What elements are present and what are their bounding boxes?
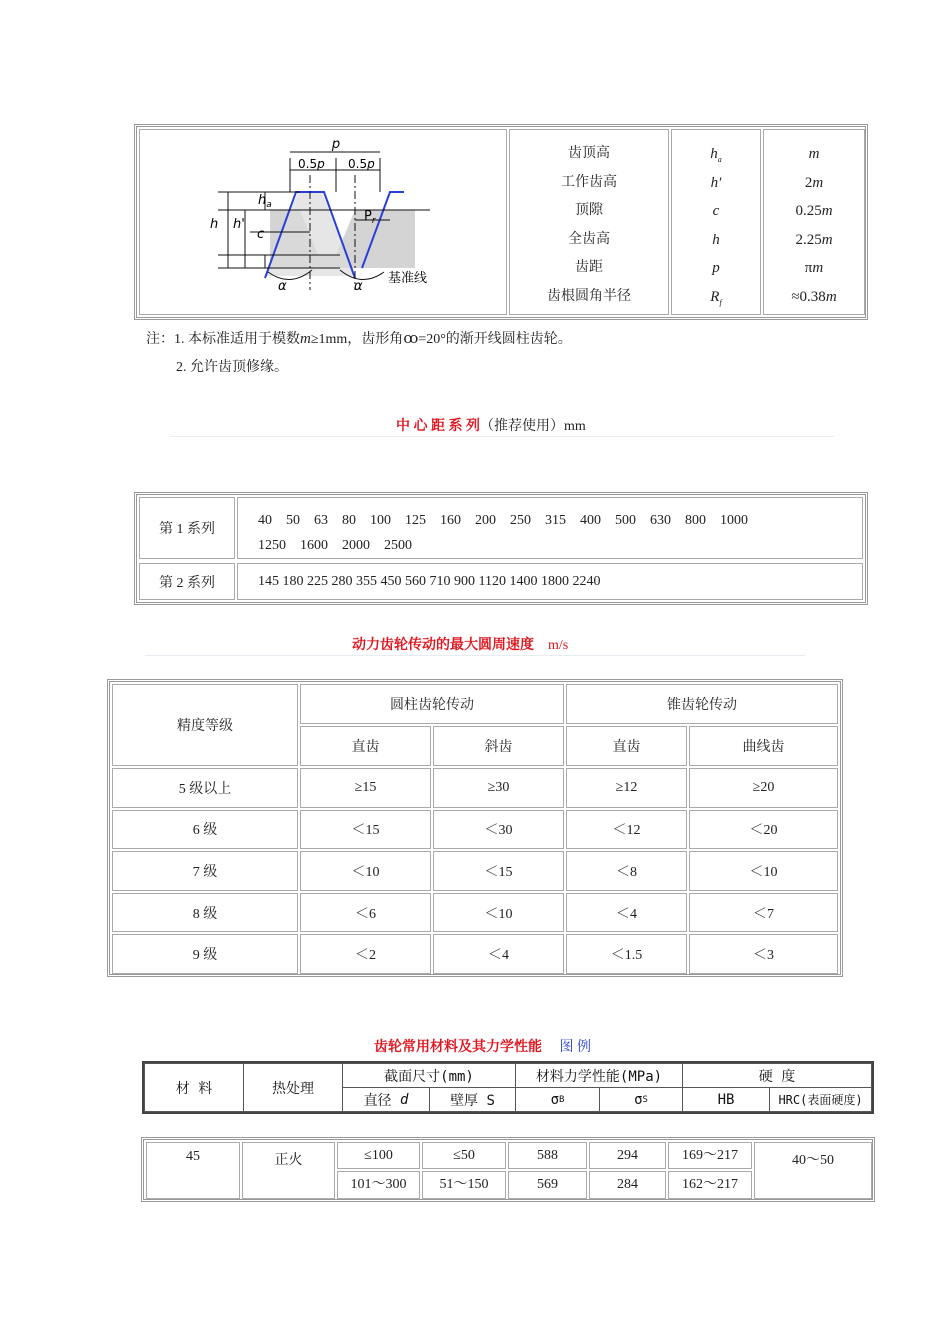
parameter-value-column [763,129,865,315]
sigma-b-cell: 588 [508,1142,587,1169]
divider [170,436,834,437]
gear-tooth-figure [140,130,506,314]
speed-value-cell: ＜7 [689,893,838,933]
tooth-profile-diagram [139,129,507,315]
speed-table [107,679,843,977]
grade-cell: 8 级 [112,893,298,933]
alpha-label-2: α [354,279,363,294]
cylindrical-header: 圆柱齿轮传动 [300,684,564,724]
sigma-s-header: σ S [599,1087,683,1112]
center-distance-title: 中 心 距 系 列（推荐使用）mm [396,419,586,434]
speed-value-cell: ≥20 [689,768,838,808]
ha-label: $h_a$ [258,193,272,210]
param-symbol: h′ [710,174,722,191]
c-label: c [257,227,265,242]
speed-value-cell: ＜4 [566,893,687,933]
thickness-cell: 51～150 [422,1171,506,1199]
speed-value-cell: ＜15 [300,810,431,850]
param-value: 2.25m [795,231,833,248]
hardness-header: 硬 度 [682,1063,872,1088]
helical-header: 斜齿 [433,726,564,766]
grade-cell: 6 级 [112,810,298,850]
param-value: 0.25m [795,203,833,220]
tooth-profile-table [134,124,868,320]
param-value: 2m [804,174,824,191]
diameter-cell: 101～300 [337,1171,420,1199]
speed-value-cell: ＜10 [300,851,431,891]
heat-treatment-header: 热处理 [243,1063,343,1112]
param-symbol: h [712,231,720,248]
pr-label: $P_r$ [364,209,376,226]
param-name: 顶隙 [575,203,603,219]
speed-value-cell: ＜2 [300,934,431,974]
sigma-s-cell: 284 [589,1171,666,1199]
note-1: 注：1. 本标准适用于模数m≥1mm，齿形角ꝏ=20°的渐开线圆柱齿轮。 [146,331,572,347]
hrc-header: HRC(表面硬度) [769,1087,872,1112]
speed-value-cell: ＜10 [433,893,564,933]
grade-cell: 5 级以上 [112,768,298,808]
mechanical-header: 材料力学性能(MPa) [515,1063,683,1088]
thickness-header: 壁厚 S [429,1087,516,1112]
grade-cell: 9 级 [112,934,298,974]
param-name: 工作齿高 [561,174,617,190]
param-symbol: c [712,203,720,220]
straight-header: 直齿 [566,726,687,766]
speed-value-cell: ＜30 [433,810,564,850]
h-label: h [210,217,219,232]
divider [145,655,805,656]
speed-value-cell: ≥12 [566,768,687,808]
alpha-symbol-icon: ꝏ [403,331,419,347]
materials-title: 齿轮常用材料及其力学性能 图 例 [374,1040,591,1055]
hb-header: HB [682,1087,770,1112]
thickness-cell: ≤50 [422,1142,506,1169]
curved-header: 曲线齿 [689,726,838,766]
speed-value-cell: ＜1.5 [566,934,687,974]
half-pitch-label-1: 0.5p [298,157,325,171]
speed-value-cell: ＜10 [689,851,838,891]
param-value: m [808,146,820,162]
series-1-label: 第 1 系列 [139,497,235,559]
speed-value-cell: ＜3 [689,934,838,974]
materials-table [141,1137,875,1202]
series-2-label: 第 2 系列 [139,563,235,600]
param-symbol: p [712,260,720,277]
parameter-symbol-column [671,129,761,315]
center-distance-table [134,492,868,605]
param-value: ≈0.38m [791,288,837,305]
param-symbol: $h_a$ [710,146,722,164]
half-pitch-label-2: 0.5p [348,157,375,171]
material-cell: 45 [146,1142,240,1199]
grade-cell: 7 级 [112,851,298,891]
speed-value-cell: ＜8 [566,851,687,891]
param-name: 齿顶高 [568,146,610,161]
hb-cell: 169～217 [668,1142,752,1169]
hb-cell: 162～217 [668,1171,752,1199]
grade-header: 精度等级 [112,684,298,766]
param-name: 齿距 [575,260,603,276]
material-header: 材 料 [144,1063,244,1112]
series-1-values: 40 50 63 80 100 125 160 200 250 315 400 500 630 800 1000 1250 1600 2000 2500 [237,497,863,559]
speed-value-cell: ≥30 [433,768,564,808]
note-2: 2. 允许齿顶修缘。 [176,360,288,375]
speed-title: 动力齿轮传动的最大圆周速度 m/s [352,638,569,653]
speed-value-cell: ＜4 [433,934,564,974]
speed-value-cell: ＜15 [433,851,564,891]
pitch-label: p [331,137,341,152]
param-symbol: $R_f$ [710,288,722,307]
h-prime-label: h' [233,217,245,232]
bevel-header: 锥齿轮传动 [566,684,838,724]
legend-link[interactable]: 图 例 [559,1040,591,1055]
section-size-header: 截面尺寸(mm) [342,1063,516,1088]
speed-value-cell: ＜6 [300,893,431,933]
sigma-s-cell: 294 [589,1142,666,1169]
diameter-cell: ≤100 [337,1142,420,1169]
alpha-label-1: α [278,279,287,294]
hrc-cell: 40～50 [754,1142,872,1199]
straight-header: 直齿 [300,726,431,766]
sigma-b-cell: 569 [508,1171,587,1199]
diameter-header: 直径 d [342,1087,430,1112]
speed-value-cell: ≥15 [300,768,431,808]
parameter-name-column [509,129,669,315]
param-name: 全齿高 [568,231,610,247]
param-value: πm [804,260,824,277]
materials-header [142,1061,874,1114]
param-name: 齿根圆角半径 [547,288,631,304]
baseline-label: 基准线 [388,271,428,286]
speed-value-cell: ＜12 [566,810,687,850]
heat-cell: 正火 [242,1142,335,1199]
series-2-values: 145 180 225 280 355 450 560 710 900 1120 1400 1800 2240 [237,563,863,600]
speed-value-cell: ＜20 [689,810,838,850]
sigma-b-header: σ B [515,1087,600,1112]
